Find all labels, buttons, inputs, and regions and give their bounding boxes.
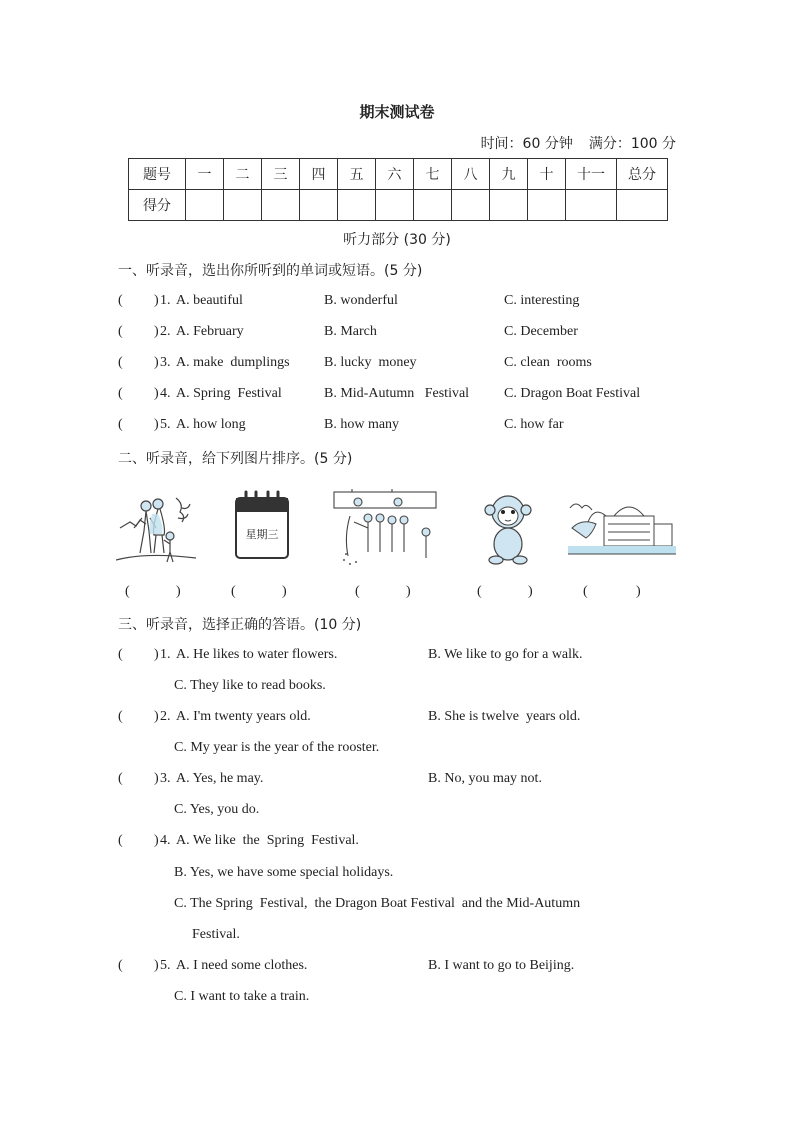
option-a: A. how long xyxy=(176,417,246,432)
full-score: 满分：100 分 xyxy=(588,136,676,152)
question-number: 1. xyxy=(160,293,171,308)
table-cell: 二 xyxy=(224,159,262,190)
answer-paren-close: ) xyxy=(154,771,159,786)
option-a: A. beautiful xyxy=(176,293,243,308)
option-b: B. No, you may not. xyxy=(428,771,542,786)
answer-blank[interactable] xyxy=(128,709,154,727)
score-entry[interactable] xyxy=(338,190,376,221)
family-walking-picture xyxy=(116,488,196,568)
question-number: 2. xyxy=(160,709,171,724)
table-cell: 四 xyxy=(300,159,338,190)
score-entry[interactable] xyxy=(452,190,490,221)
answer-paren-close: ) xyxy=(154,324,159,339)
option-c: C. how far xyxy=(504,417,564,432)
answer-paren-close: ) xyxy=(154,355,159,370)
time-info xyxy=(481,133,676,153)
option-b: B. Mid-Autumn Festival xyxy=(324,386,470,401)
answer-paren-close: ) xyxy=(282,584,287,599)
score-table-score-row xyxy=(129,190,668,221)
option-c: C. I want to take a train. xyxy=(174,989,310,1004)
monkey-picture xyxy=(478,488,538,568)
option-b: B. Yes, we have some special holidays. xyxy=(174,865,394,880)
answer-paren-open: ( xyxy=(125,584,130,599)
answer-paren-open: ( xyxy=(118,958,123,973)
answer-paren-close: ) xyxy=(154,647,159,662)
score-entry[interactable] xyxy=(224,190,262,221)
answer-paren-open: ( xyxy=(118,833,123,848)
score-table-header-row xyxy=(129,159,668,190)
option-c: C. December xyxy=(504,324,578,339)
option-c: C. They like to read books. xyxy=(174,678,326,693)
answer-blank[interactable] xyxy=(128,355,154,373)
option-a: A. He likes to water flowers. xyxy=(176,647,338,662)
table-cell: 十一 xyxy=(566,159,617,190)
table-cell: 八 xyxy=(452,159,490,190)
option-c-continued: Festival. xyxy=(192,927,240,942)
table-cell: 得分 xyxy=(129,190,186,221)
option-b: B. March xyxy=(324,324,377,339)
palace-picture xyxy=(568,488,676,568)
score-entry[interactable] xyxy=(490,190,528,221)
option-c: C. My year is the year of the rooster. xyxy=(174,740,380,755)
answer-paren-close: ) xyxy=(528,584,533,599)
answer-paren-close: ) xyxy=(406,584,411,599)
calendar-picture xyxy=(230,488,294,566)
answer-paren-close: ) xyxy=(176,584,181,599)
answer-paren-open: ( xyxy=(118,355,123,370)
answer-paren-open: ( xyxy=(118,324,123,339)
table-cell: 五 xyxy=(338,159,376,190)
table-cell: 九 xyxy=(490,159,528,190)
table-cell: 六 xyxy=(376,159,414,190)
score-entry[interactable] xyxy=(566,190,617,221)
answer-blank[interactable] xyxy=(128,647,154,665)
question-number: 3. xyxy=(160,355,171,370)
section1-title: 一、听录音，选出你所听到的单词或短语。(5 分) xyxy=(118,263,423,279)
option-b: B. lucky money xyxy=(324,355,417,370)
firecrackers-family-picture xyxy=(332,488,438,570)
option-a: A. We like the Spring Festival. xyxy=(176,833,359,848)
answer-paren-open: ( xyxy=(355,584,360,599)
table-cell: 题号 xyxy=(129,159,186,190)
answer-blank[interactable] xyxy=(128,771,154,789)
score-entry[interactable] xyxy=(414,190,452,221)
option-a: A. Yes, he may. xyxy=(176,771,264,786)
answer-paren-open: ( xyxy=(118,771,123,786)
calendar-label: 星期三 xyxy=(245,528,279,541)
answer-blank[interactable] xyxy=(128,293,154,311)
table-cell: 一 xyxy=(186,159,224,190)
answer-blank[interactable] xyxy=(128,958,154,976)
table-cell: 七 xyxy=(414,159,452,190)
score-entry[interactable] xyxy=(376,190,414,221)
table-cell: 三 xyxy=(262,159,300,190)
answer-paren-open: ( xyxy=(118,417,123,432)
answer-blank[interactable] xyxy=(365,584,403,602)
question-number: 3. xyxy=(160,771,171,786)
answer-blank[interactable] xyxy=(128,386,154,404)
section3-title: 三、听录音，选择正确的答语。(10 分) xyxy=(118,617,362,633)
option-a: A. February xyxy=(176,324,244,339)
score-entry[interactable] xyxy=(186,190,224,221)
option-c: C. clean rooms xyxy=(504,355,592,370)
option-b: B. wonderful xyxy=(324,293,398,308)
question-number: 4. xyxy=(160,386,171,401)
score-entry[interactable] xyxy=(262,190,300,221)
score-table xyxy=(128,158,668,221)
option-c: C. Dragon Boat Festival xyxy=(504,386,641,401)
question-number: 5. xyxy=(160,417,171,432)
listening-header: 听力部分 (30 分) xyxy=(343,232,451,248)
option-b: B. I want to go to Beijing. xyxy=(428,958,575,973)
answer-paren-open: ( xyxy=(583,584,588,599)
question-number: 5. xyxy=(160,958,171,973)
option-c: C. The Spring Festival, the Dragon Boat Festival and the Mid-Autumn xyxy=(174,896,581,911)
option-a: A. I need some clothes. xyxy=(176,958,308,973)
time-limit: 时间：60 分钟 xyxy=(480,136,573,152)
answer-paren-close: ) xyxy=(154,709,159,724)
answer-blank[interactable] xyxy=(128,833,154,851)
answer-paren-close: ) xyxy=(636,584,641,599)
option-b: B. We like to go for a walk. xyxy=(428,647,583,662)
score-entry[interactable] xyxy=(617,190,668,221)
table-cell: 十 xyxy=(528,159,566,190)
score-entry[interactable] xyxy=(528,190,566,221)
answer-paren-open: ( xyxy=(118,386,123,401)
option-a: A. make dumplings xyxy=(176,355,290,370)
answer-paren-open: ( xyxy=(118,293,123,308)
answer-blank[interactable] xyxy=(487,584,525,602)
answer-paren-open: ( xyxy=(231,584,236,599)
answer-paren-open: ( xyxy=(118,647,123,662)
answer-paren-close: ) xyxy=(154,386,159,401)
option-a: A. I'm twenty years old. xyxy=(176,709,311,724)
answer-paren-open: ( xyxy=(477,584,482,599)
answer-blank[interactable] xyxy=(128,417,154,435)
option-c: C. interesting xyxy=(504,293,580,308)
answer-blank[interactable] xyxy=(135,584,173,602)
question-number: 1. xyxy=(160,647,171,662)
answer-paren-open: ( xyxy=(118,709,123,724)
answer-blank[interactable] xyxy=(128,324,154,342)
section2-title: 二、听录音，给下列图片排序。(5 分) xyxy=(118,451,353,467)
page-title: 期末测试卷 xyxy=(359,103,435,121)
option-b: B. She is twelve years old. xyxy=(428,709,581,724)
option-c: C. Yes, you do. xyxy=(174,802,260,817)
option-b: B. how many xyxy=(324,417,400,432)
option-a: A. Spring Festival xyxy=(176,386,282,401)
table-cell: 总分 xyxy=(617,159,668,190)
answer-paren-close: ) xyxy=(154,293,159,308)
question-number: 4. xyxy=(160,833,171,848)
score-entry[interactable] xyxy=(300,190,338,221)
answer-blank[interactable] xyxy=(241,584,279,602)
question-number: 2. xyxy=(160,324,171,339)
answer-paren-close: ) xyxy=(154,417,159,432)
answer-blank[interactable] xyxy=(593,584,631,602)
answer-paren-close: ) xyxy=(154,958,159,973)
answer-paren-close: ) xyxy=(154,833,159,848)
